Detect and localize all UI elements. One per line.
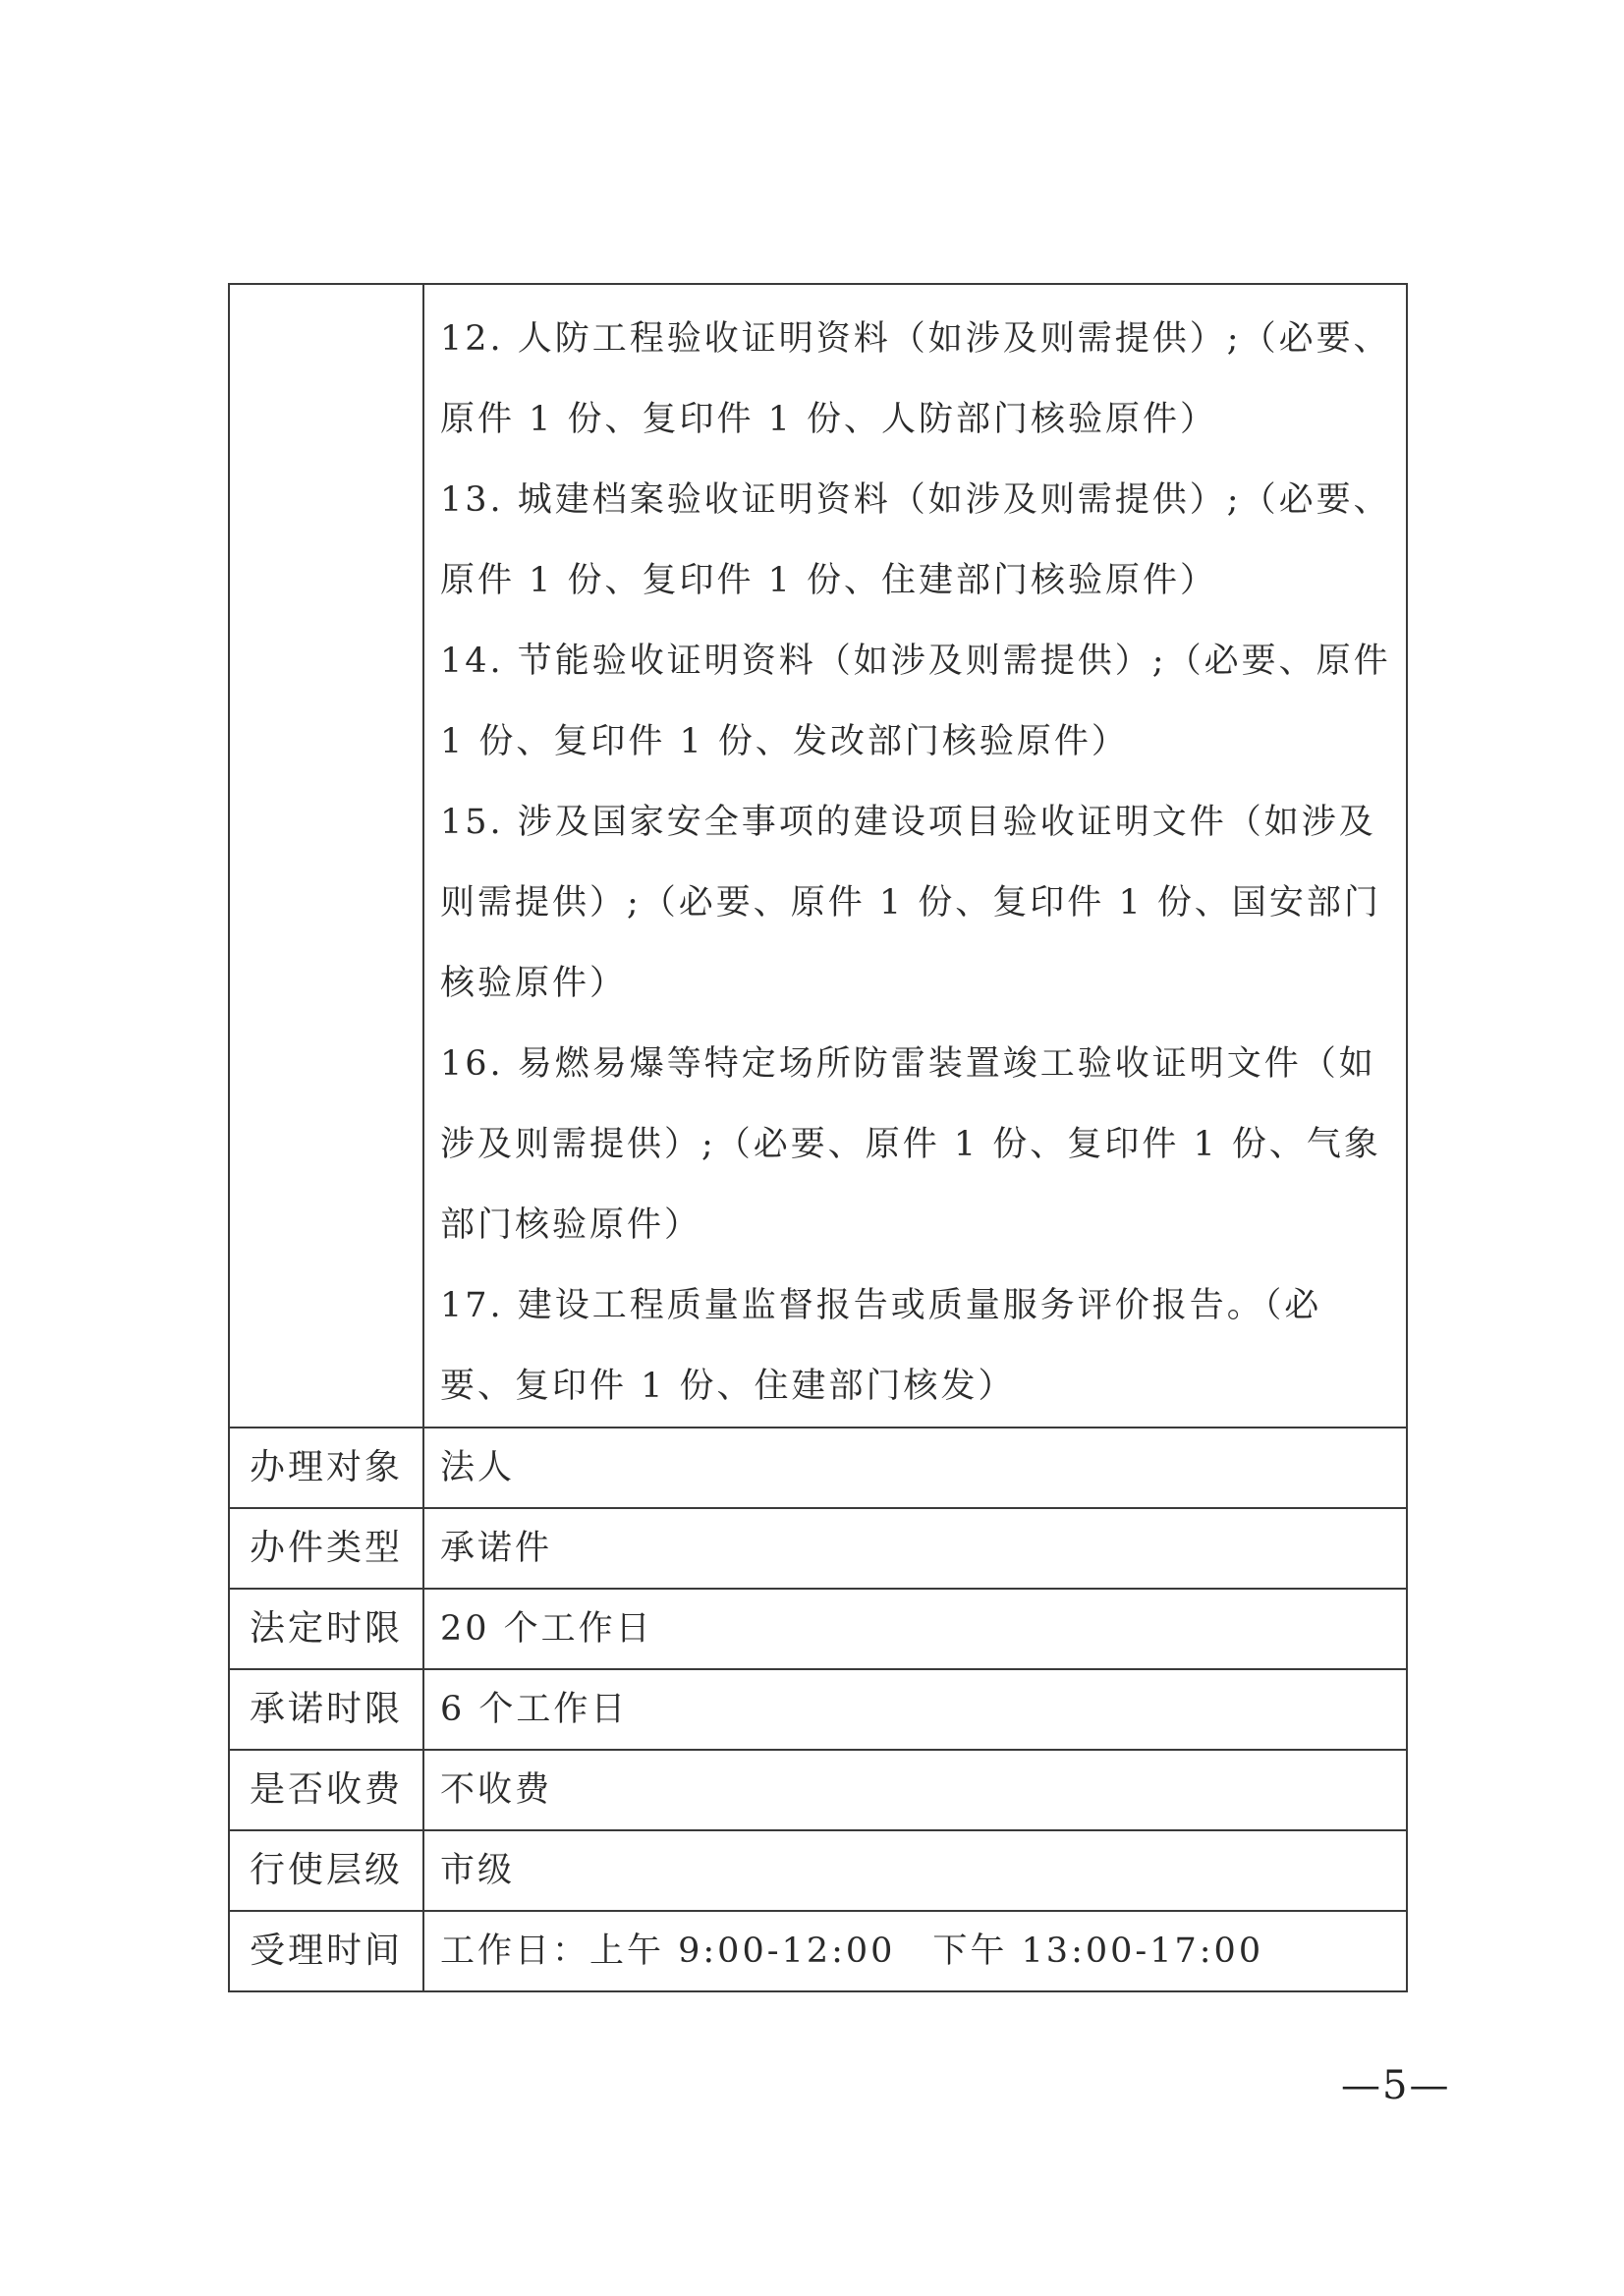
row-label: 行使层级 [229, 1830, 423, 1911]
materials-list [423, 284, 1407, 1428]
table-row-acceptance-time [229, 1911, 1407, 1991]
table-row-handling-target [229, 1428, 1407, 1508]
table-row-promised-time-limit [229, 1669, 1407, 1750]
material-item-14: 14. 节能验收证明资料（如涉及则需提供）;（必要、原件 1 份、复印件 1 份、发改部门核验原件） [440, 642, 1391, 761]
table-row-fee [229, 1750, 1407, 1830]
materials-label-cell [229, 284, 423, 1428]
row-value: 20 个工作日 [423, 1589, 1407, 1669]
row-label: 法定时限 [229, 1589, 423, 1669]
row-label: 承诺时限 [229, 1669, 423, 1750]
row-value: 法人 [423, 1428, 1407, 1508]
table-row-exercise-level [229, 1830, 1407, 1911]
row-value: 承诺件 [423, 1508, 1407, 1589]
material-item-16: 16. 易燃易爆等特定场所防雷装置竣工验收证明文件（如涉及则需提供）;（必要、原件 1 份、复印件 1 份、气象部门核验原件） [440, 1044, 1381, 1245]
row-label: 办件类型 [229, 1508, 423, 1589]
page-number: —5— [1341, 2063, 1451, 2108]
row-label: 是否收费 [229, 1750, 423, 1830]
row-value: 6 个工作日 [423, 1669, 1407, 1750]
material-item-13: 13. 城建档案验收证明资料（如涉及则需提供）;（必要、原件 1 份、复印件 1 份、住建部门核验原件） [440, 480, 1391, 600]
material-item-15: 15. 涉及国家安全事项的建设项目验收证明文件（如涉及则需提供）;（必要、原件 1 份、复印件 1 份、国安部门核验原件） [440, 803, 1381, 1003]
row-value: 工作日：上午 9:00-12:00 下午 13:00-17:00 [423, 1911, 1407, 1991]
table-row-legal-time-limit [229, 1589, 1407, 1669]
materials-row [229, 284, 1407, 1428]
row-value: 市级 [423, 1830, 1407, 1911]
table-row-case-type [229, 1508, 1407, 1589]
material-item-12: 12. 人防工程验收证明资料（如涉及则需提供）;（必要、原件 1 份、复印件 1 份、人防部门核验原件） [440, 319, 1391, 439]
service-info-table [228, 283, 1408, 1992]
row-label: 办理对象 [229, 1428, 423, 1508]
row-label: 受理时间 [229, 1911, 423, 1991]
material-item-17: 17. 建设工程质量监督报告或质量服务评价报告。（必要、复印件 1 份、住建部门核发） [440, 1286, 1322, 1406]
row-value: 不收费 [423, 1750, 1407, 1830]
